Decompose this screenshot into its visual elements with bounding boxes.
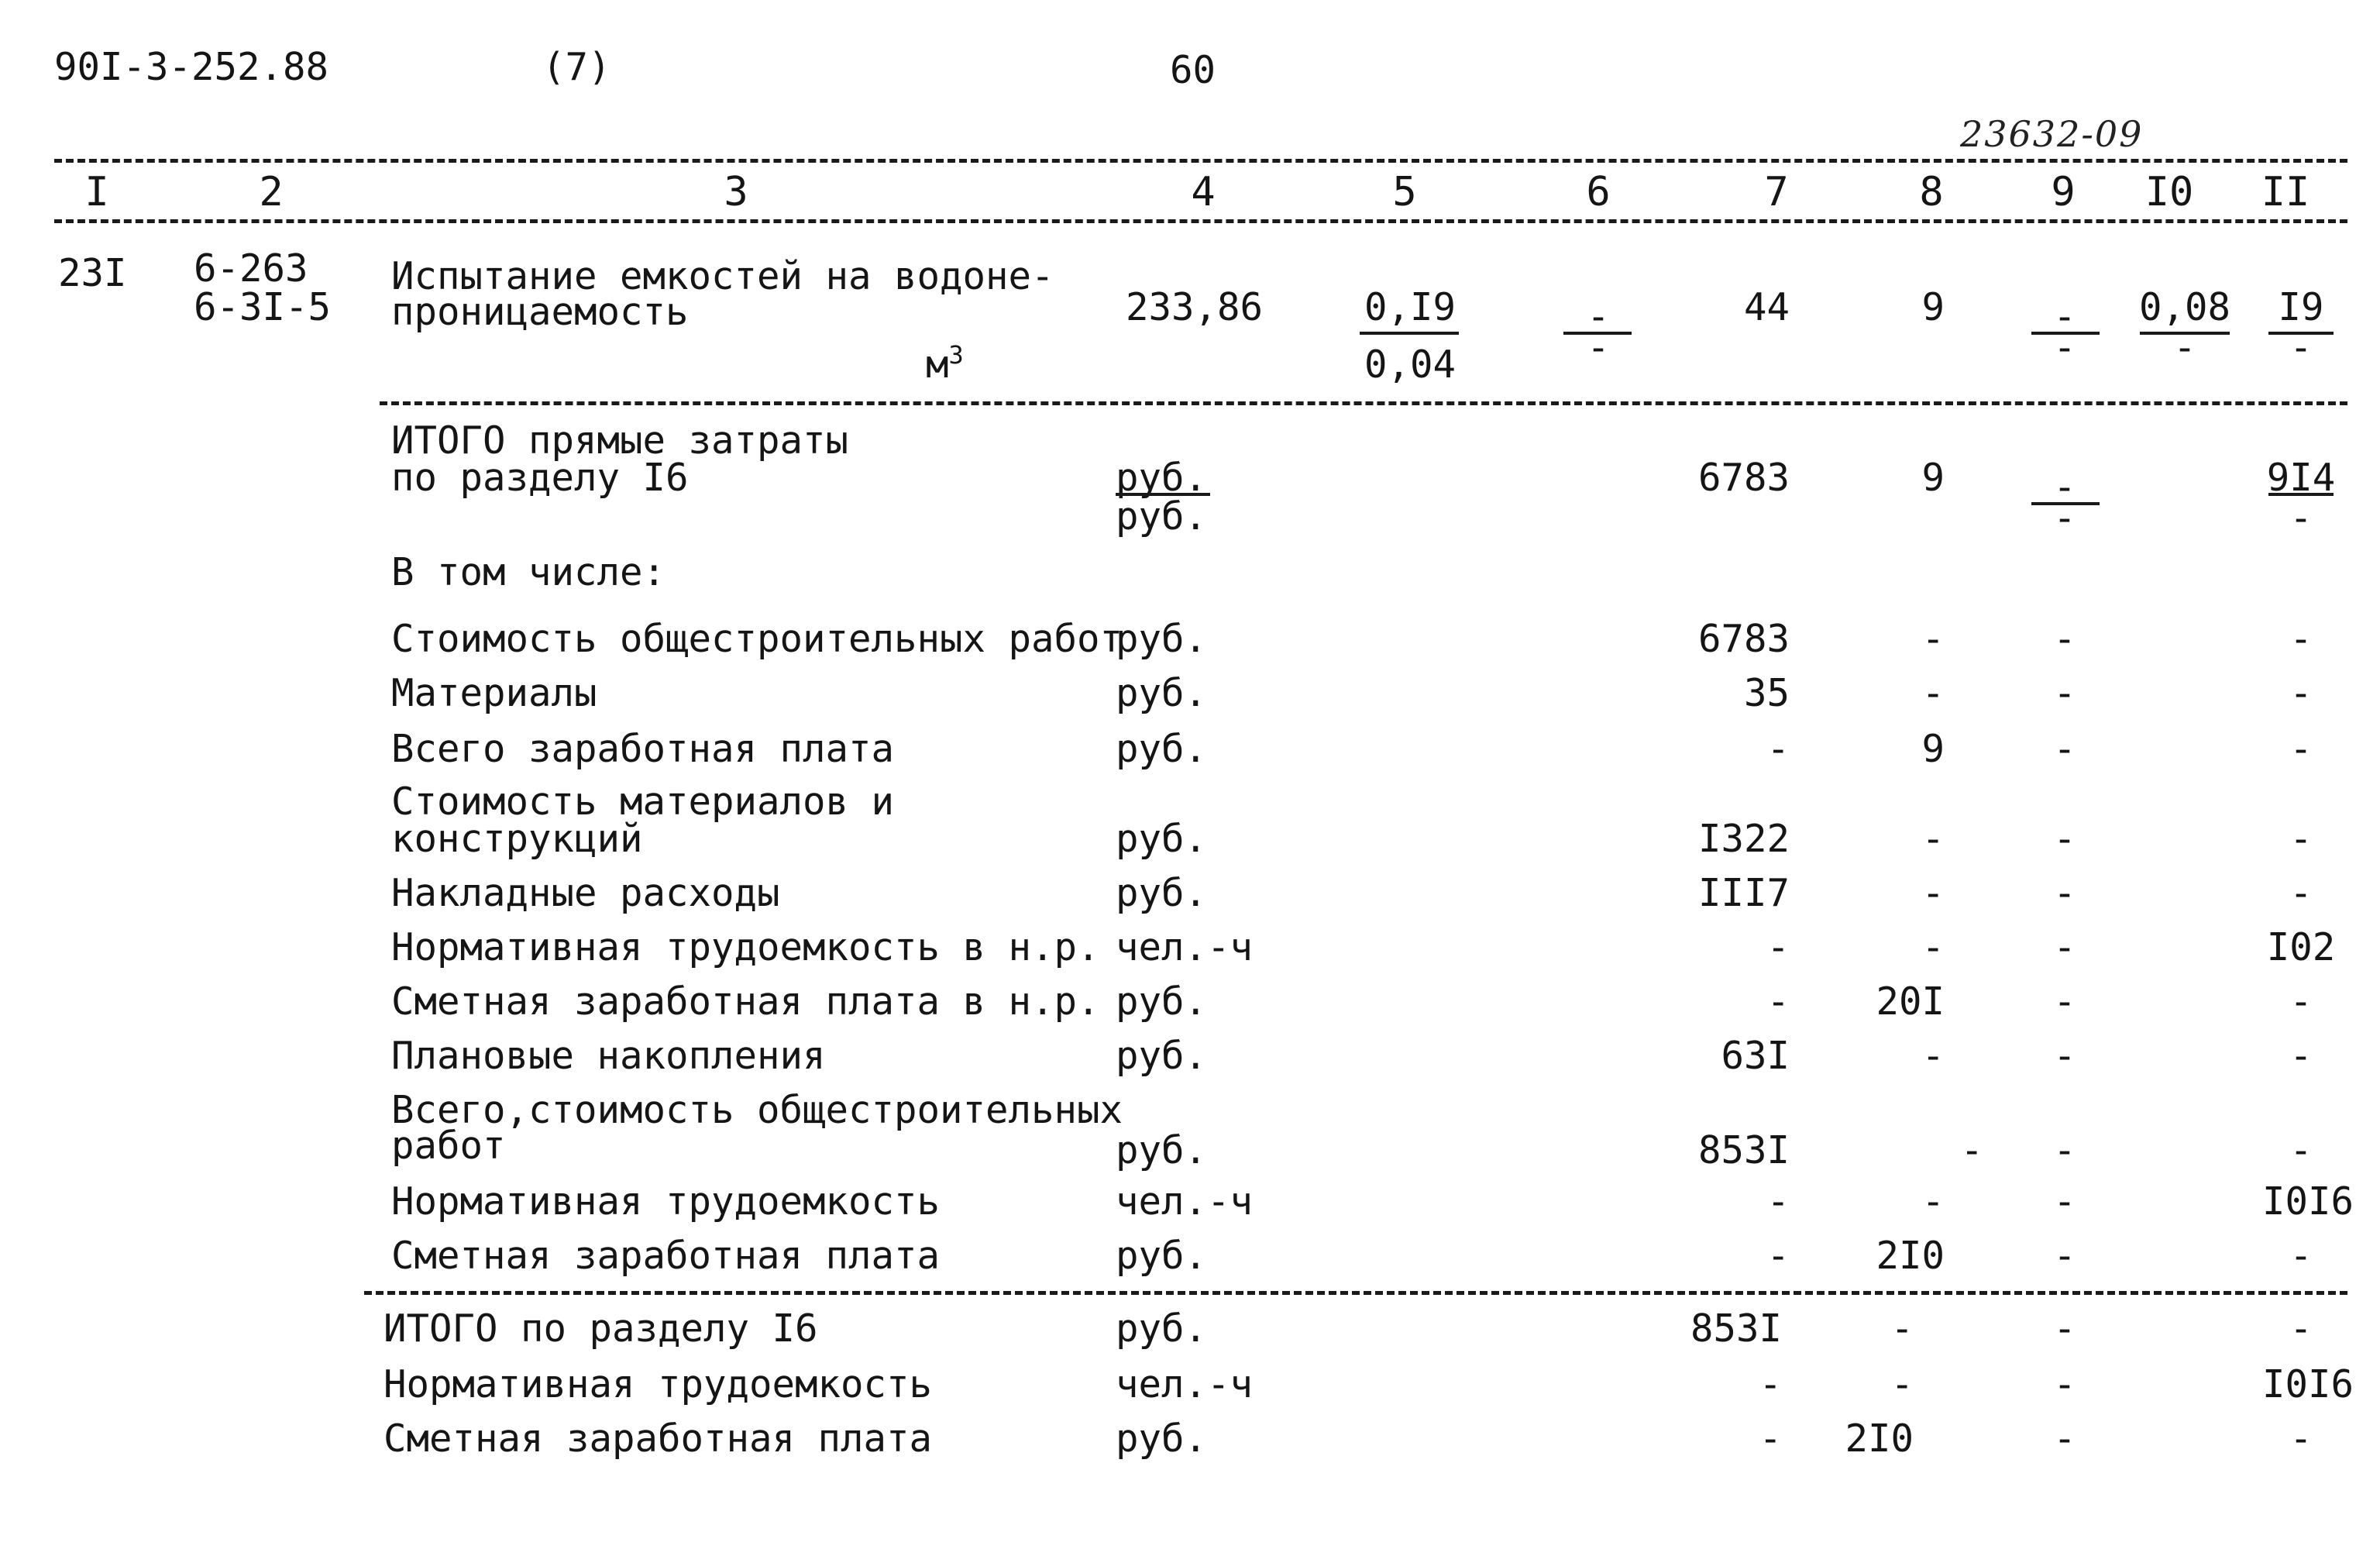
column-header-6: 6 — [1586, 169, 1611, 215]
row-col9: - — [2053, 1234, 2076, 1278]
row-col7: - — [1766, 727, 1790, 771]
item-col5-bottom: 0,04 — [1364, 343, 1456, 387]
column-header-11: II — [2261, 169, 2310, 215]
item-col11-bottom: - — [2289, 325, 2313, 370]
row-unit: руб. — [1116, 727, 1208, 771]
row-col9: - — [2053, 1362, 2076, 1406]
row-col11: - — [2289, 1306, 2313, 1351]
row-col7: - — [1766, 1234, 1790, 1278]
row-unit: чел.-ч — [1116, 1362, 1254, 1406]
row-col8: - — [1921, 925, 1945, 969]
row-col8: 2I0 — [1845, 1417, 1914, 1461]
row-col7: 35 — [1743, 671, 1790, 715]
row-col9: - — [2053, 925, 2076, 969]
column-header-8: 8 — [1919, 169, 1944, 215]
column-header-7: 7 — [1764, 169, 1789, 215]
row-col7: 853I — [1690, 1306, 1782, 1351]
column-header-4: 4 — [1191, 169, 1216, 215]
total-direct-col7: 6783 — [1697, 456, 1790, 500]
header-bottom-rule — [54, 219, 2347, 223]
row-col11: - — [2289, 871, 2313, 915]
row-col7: I322 — [1697, 817, 1790, 861]
row-label: Сметная заработная плата — [391, 1234, 941, 1278]
row-label: ИТОГО по разделу I6 — [383, 1306, 818, 1351]
total-direct-col9-bottom: - — [2053, 496, 2076, 540]
item-col10-bottom: - — [2173, 325, 2196, 370]
row-col11: - — [2289, 617, 2313, 661]
row-unit: руб. — [1116, 871, 1208, 915]
row-unit: руб. — [1116, 1306, 1208, 1351]
item-col8: 9 — [1921, 285, 1945, 329]
row-col9: - — [2053, 617, 2076, 661]
item-number: 23I — [58, 251, 127, 295]
row-col8: - — [1890, 1306, 1914, 1351]
item-quantity: 233,86 — [1125, 285, 1263, 329]
row-label: Нормативная трудоемкость — [383, 1362, 933, 1406]
item-col11-top: I9 — [2278, 285, 2324, 329]
row-col11: I0I6 — [2262, 1362, 2354, 1406]
row-col8: 2I0 — [1876, 1234, 1945, 1278]
item-description-line-2: проницаемость — [391, 290, 689, 334]
row-unit: руб. — [1116, 1234, 1208, 1278]
sheet-reference: (7) — [542, 45, 611, 89]
column-header-5: 5 — [1392, 169, 1417, 215]
item-col9-top: - — [2053, 294, 2076, 339]
row-unit: руб. — [1116, 817, 1208, 861]
row-col8: - — [1921, 871, 1945, 915]
row-col8: - — [1890, 1362, 1914, 1406]
total-direct-unit-top: руб. — [1116, 456, 1208, 500]
item-separator-rule — [380, 401, 2347, 405]
row-label: Всего заработная плата — [391, 727, 895, 771]
row-col11: - — [2289, 1417, 2313, 1461]
row-label: Плановые накопления — [391, 1034, 826, 1078]
row-col9: - — [2053, 727, 2076, 771]
item-col6-top: - — [1587, 294, 1610, 339]
row-col11: I0I6 — [2262, 1179, 2354, 1224]
row-col7: - — [1759, 1362, 1782, 1406]
document-code: 90I-3-252.88 — [54, 45, 329, 89]
section-separator-rule — [364, 1291, 2347, 1295]
total-direct-col11-bottom: - — [2289, 496, 2313, 540]
row-unit: чел.-ч — [1116, 1179, 1254, 1224]
row-col11: - — [2289, 671, 2313, 715]
row-unit: руб. — [1116, 979, 1208, 1024]
row-col8: - — [1921, 671, 1945, 715]
row-col8: - — [1921, 617, 1945, 661]
row-col9: - — [2053, 1417, 2076, 1461]
item-col9-bottom: - — [2053, 325, 2076, 370]
item-code-1: 6-263 — [194, 246, 308, 291]
row-label-continuation: конструкций — [391, 817, 643, 861]
item-col10-top: 0,08 — [2138, 285, 2230, 329]
handwritten-number: 23632-09 — [1960, 113, 2144, 155]
row-unit: руб. — [1116, 1034, 1208, 1078]
item-col5-fraction-line — [1360, 332, 1459, 335]
row-label: Нормативная трудоемкость — [391, 1179, 941, 1224]
row-col11: - — [2289, 817, 2313, 861]
row-col11: - — [2289, 1128, 2313, 1172]
row-unit: руб. — [1116, 1417, 1208, 1461]
row-col9: - — [2053, 979, 2076, 1024]
row-col11: - — [2289, 979, 2313, 1024]
row-unit: руб. — [1116, 1128, 1208, 1172]
row-unit: руб. — [1116, 671, 1208, 715]
row-col7: 853I — [1697, 1128, 1790, 1172]
row-label-continuation: работ — [391, 1124, 506, 1168]
row-label: Сметная заработная плата в н.р. — [391, 979, 1100, 1024]
row-unit: руб. — [1116, 617, 1208, 661]
row-col11: I02 — [2266, 925, 2336, 969]
column-header-2: 2 — [259, 169, 284, 215]
row-col11: - — [2289, 727, 2313, 771]
total-direct-label-1: ИТОГО прямые затраты — [391, 418, 849, 463]
header-top-rule — [54, 159, 2347, 163]
row-col7: 6783 — [1697, 617, 1790, 661]
row-label: Накладные расходы — [391, 871, 780, 915]
row-col9: - — [2053, 1179, 2076, 1224]
row-label: Всего,стоимость общестроительных — [391, 1088, 1123, 1132]
row-label: Сметная заработная плата — [383, 1417, 933, 1461]
row-col9: - — [2053, 871, 2076, 915]
row-col7: 63I — [1721, 1034, 1790, 1078]
total-direct-col9-top: - — [2053, 465, 2076, 509]
row-col9: - — [2053, 671, 2076, 715]
row-col11: - — [2289, 1234, 2313, 1278]
row-col8: - — [1921, 817, 1945, 861]
item-code-2: 6-3I-5 — [194, 285, 332, 329]
including-label: В том числе: — [391, 550, 666, 594]
row-col8: - — [1921, 1034, 1945, 1078]
row-label: Нормативная трудоемкость в н.р. — [391, 925, 1100, 969]
row-col7: - — [1766, 979, 1790, 1024]
column-header-3: 3 — [724, 169, 748, 215]
row-col11: - — [2289, 1034, 2313, 1078]
item-col7: 44 — [1743, 285, 1790, 329]
item-col5-top: 0,I9 — [1364, 285, 1456, 329]
total-direct-label-2: по разделу I6 — [391, 456, 689, 500]
row-label: Стоимость общестроительных работ — [391, 617, 1123, 661]
row-col9: - — [2053, 1128, 2076, 1172]
item-col6-bottom: - — [1587, 325, 1610, 370]
row-col7: III7 — [1697, 871, 1790, 915]
total-direct-col11-top: 9I4 — [2266, 456, 2336, 500]
page-number: 60 — [1170, 48, 1216, 92]
row-unit: чел.-ч — [1116, 925, 1254, 969]
row-col8: - — [1960, 1128, 1983, 1172]
row-col9: - — [2053, 817, 2076, 861]
row-col7: - — [1766, 1179, 1790, 1224]
total-direct-col8: 9 — [1921, 456, 1945, 500]
row-col9: - — [2053, 1034, 2076, 1078]
row-col8: 9 — [1921, 727, 1945, 771]
column-header-10: I0 — [2144, 169, 2194, 215]
row-col7: - — [1759, 1417, 1782, 1461]
column-header-1: I — [84, 169, 109, 215]
row-col8: - — [1921, 1179, 1945, 1224]
row-col9: - — [2053, 1306, 2076, 1351]
row-label: Стоимость материалов и — [391, 780, 895, 824]
row-col8: 20I — [1876, 979, 1945, 1024]
column-header-9: 9 — [2051, 169, 2076, 215]
item-description-line-1: Испытание емкостей на водоне- — [391, 254, 1054, 298]
total-direct-unit-bottom: руб. — [1116, 494, 1208, 539]
row-col7: - — [1766, 925, 1790, 969]
item-unit: $м^3$ — [926, 340, 964, 387]
row-label: Материалы — [391, 671, 597, 715]
